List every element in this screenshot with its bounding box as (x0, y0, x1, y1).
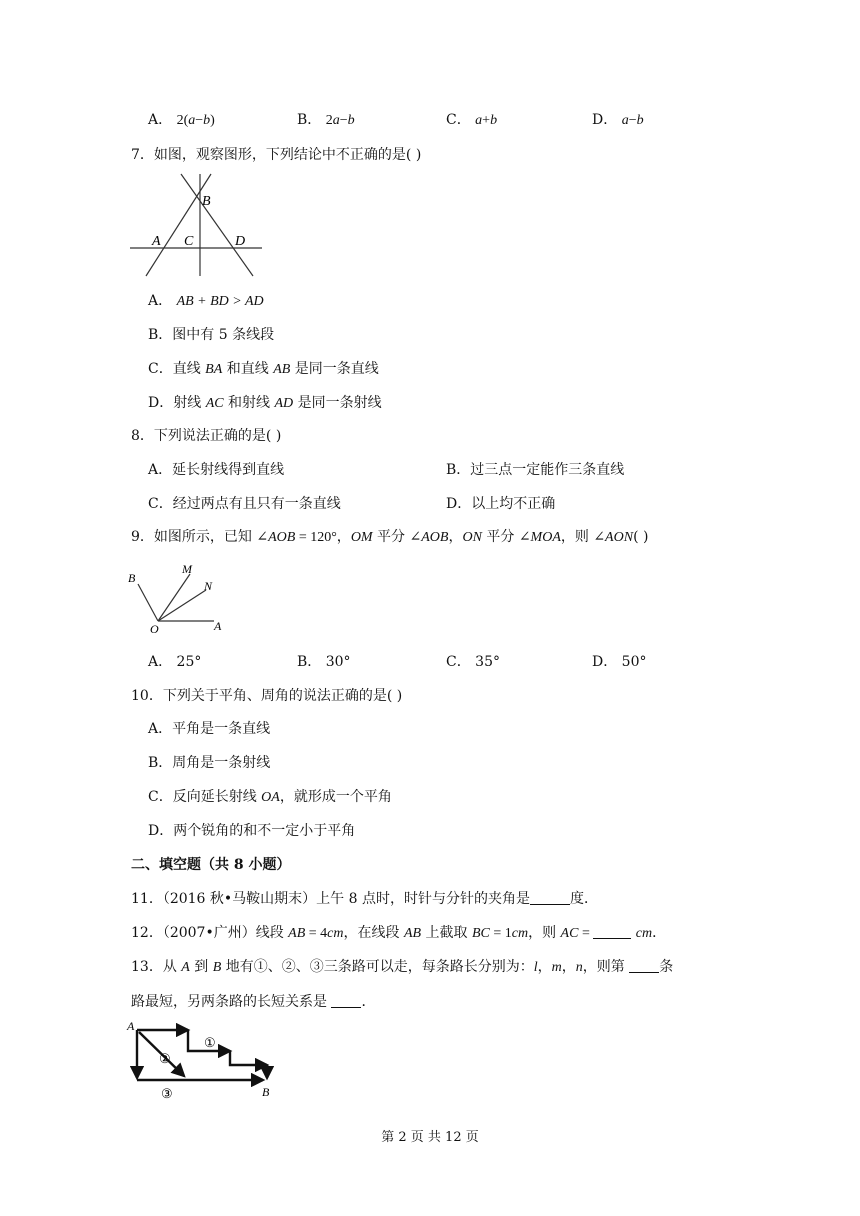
stem-text: 9．如图所示，已知 (131, 529, 257, 545)
label-o: O (150, 622, 159, 636)
math-unit: cm (511, 926, 529, 941)
math-unit: cm (635, 926, 653, 941)
math-angle: ∠AON (593, 530, 634, 545)
q12-text (131, 923, 666, 944)
expr-var: b (203, 113, 211, 128)
math-var: A (181, 960, 190, 975)
option-text: 是同一条射线 (293, 395, 382, 411)
option-math: AB + BD > AD (176, 294, 264, 309)
option-text: 是同一条直线 (290, 361, 379, 377)
label-route-1: ① (204, 1035, 216, 1050)
math-value: = 4 (305, 926, 328, 941)
expr-var: a (332, 113, 340, 128)
math-var: ON (462, 530, 482, 545)
q8-stem: 8．下列说法正确的是( ) (131, 428, 282, 444)
q7-option-a[interactable] (148, 291, 264, 312)
math-value: = (578, 926, 594, 941)
label-b: B (202, 194, 211, 209)
expr-var: a (621, 113, 629, 128)
q13-figure (126, 1018, 278, 1102)
stem-text: ，则 (560, 529, 594, 545)
math-var: n (575, 960, 583, 975)
math-var: AC (560, 926, 579, 941)
math-value: = 1 (489, 926, 512, 941)
q10-option-a[interactable]: A．平角是一条直线 (148, 721, 271, 737)
answer-blank[interactable] (530, 890, 570, 905)
math-var: AB (403, 926, 422, 941)
section-title: 二、填空题（共 8 小题） (131, 857, 291, 873)
answer-blank[interactable] (331, 993, 361, 1008)
question-text: 11．（2016 秋•马鞍山期末）上午 8 点时，时针与分针的夹角是 (131, 891, 530, 907)
expr-part: 2 (325, 113, 333, 128)
label-a: A (127, 1019, 135, 1033)
question-text: ． (652, 925, 667, 941)
question-text: ，则 (528, 925, 561, 941)
ray-ob (138, 584, 158, 621)
ray-om (158, 574, 190, 621)
question-text: ，在线段 (343, 925, 404, 941)
math-var: BC (471, 926, 490, 941)
option-text: 和直线 (222, 361, 274, 377)
q9-option-d[interactable]: D． 50° (592, 654, 647, 670)
q13-line2 (131, 992, 375, 1012)
question-text: ， (537, 959, 552, 975)
expr-var: b (490, 113, 498, 128)
math-angle: ∠AOB (409, 530, 449, 545)
label-b: B (262, 1085, 270, 1099)
math-var: AD (274, 396, 294, 411)
math-var: l (533, 960, 538, 975)
math-var: m (551, 960, 562, 975)
q11-text (131, 889, 598, 909)
expr-var: b (636, 113, 644, 128)
question-text: 13．从 (131, 959, 182, 975)
math-unit: cm (327, 926, 344, 941)
q7-option-d[interactable] (148, 393, 382, 414)
route-1-seg3 (230, 1051, 267, 1065)
label-a: A (152, 234, 161, 249)
ray-on (158, 590, 206, 621)
q6-option-c[interactable] (446, 110, 497, 131)
math-var: BA (205, 362, 223, 377)
expr-part: ) (210, 113, 215, 128)
label-route-2: ② (159, 1051, 171, 1066)
answer-blank[interactable] (629, 958, 659, 973)
q9-option-b[interactable]: B． 30° (297, 654, 351, 670)
stem-text: 平分 (481, 529, 519, 545)
stem-text: ， (448, 529, 463, 545)
math-value: = 120°， (295, 530, 351, 545)
math-var: OA (261, 790, 280, 805)
q9-option-c[interactable]: C． 35° (446, 654, 500, 670)
expr-op: − (195, 113, 204, 128)
q6-option-b[interactable] (297, 110, 355, 131)
q10-option-c[interactable] (148, 787, 392, 808)
option-letter: A． (148, 293, 173, 309)
label-route-3: ③ (161, 1086, 173, 1101)
line-bd (181, 174, 253, 276)
expr-part: 2( (176, 113, 189, 128)
q7-figure (128, 172, 264, 278)
label-d: D (235, 234, 246, 249)
math-var: AC (205, 396, 224, 411)
option-text: C．反向延长射线 (148, 789, 262, 805)
math-var: OM (350, 530, 373, 545)
option-letter: B． (297, 112, 322, 128)
q13-line1 (131, 957, 673, 978)
label-m: M (182, 562, 192, 576)
q9-option-a[interactable]: A． 25° (148, 654, 202, 670)
option-letter: A． (148, 112, 173, 128)
q6-option-a[interactable] (148, 110, 215, 131)
expr-var: a (475, 113, 483, 128)
q8-option-b[interactable]: B．过三点一定能作三条直线 (446, 462, 625, 478)
question-text: 上截取 (421, 925, 472, 941)
expr-op: − (339, 113, 348, 128)
question-text: ， (561, 959, 576, 975)
math-angle: ∠AOB (256, 530, 296, 545)
math-var: B (212, 960, 222, 975)
label-a: A (214, 619, 222, 633)
math-angle: ∠MOA (518, 530, 561, 545)
question-text: 路最短，另两条路的长短关系是 (131, 994, 332, 1010)
question-text: 地有①、②、③三条路可以走，每条路长分别为： (221, 959, 534, 975)
option-text: C．直线 (148, 361, 206, 377)
q8-option-c[interactable]: C．经过两点有且只有一条直线 (148, 496, 341, 512)
expr-op: − (628, 113, 637, 128)
question-text: ，则第 (582, 959, 630, 975)
option-text: ，就形成一个平角 (279, 789, 392, 805)
q10-option-b[interactable]: B．周角是一条射线 (148, 755, 271, 771)
page-footer: 第 2 页 共 12 页 (381, 1130, 479, 1145)
q7-option-c[interactable] (148, 359, 379, 380)
question-text: 度． (569, 891, 598, 907)
q9-figure (126, 560, 226, 636)
option-text: 和射线 (223, 395, 275, 411)
label-n: N (204, 579, 213, 593)
math-var: AB (273, 362, 291, 377)
expr-var: b (347, 113, 355, 128)
q8-option-a[interactable]: A．延长射线得到直线 (148, 462, 285, 478)
expr-op: + (482, 113, 491, 128)
option-letter: D． (592, 112, 618, 128)
label-c: C (184, 234, 194, 249)
answer-blank[interactable] (593, 924, 631, 939)
question-text: 到 (189, 959, 213, 975)
q8-option-d[interactable]: D．以上均不正确 (446, 496, 556, 512)
option-text: D．射线 (148, 395, 206, 411)
option-letter: C． (446, 112, 471, 128)
q10-option-d[interactable]: D．两个锐角的和不一定小于平角 (148, 823, 356, 839)
expr-var: a (188, 113, 196, 128)
question-text: 条 (659, 959, 674, 975)
question-text: ． (361, 994, 376, 1010)
q7-option-b[interactable]: B．图中有 5 条线段 (148, 327, 275, 343)
line-ab (146, 174, 211, 276)
q7-stem: 7．如图，观察图形，下列结论中不正确的是( ) (131, 147, 422, 163)
stem-text: 平分 (372, 529, 410, 545)
q6-option-d[interactable] (592, 110, 644, 131)
math-var: AB (288, 926, 306, 941)
question-text: 12．（2007•广州）线段 (131, 925, 289, 941)
label-b: B (128, 571, 136, 585)
stem-text: ( ) (633, 529, 649, 545)
q10-stem: 10．下列关于平角、周角的说法正确的是( ) (131, 688, 403, 704)
q9-stem (131, 527, 648, 548)
